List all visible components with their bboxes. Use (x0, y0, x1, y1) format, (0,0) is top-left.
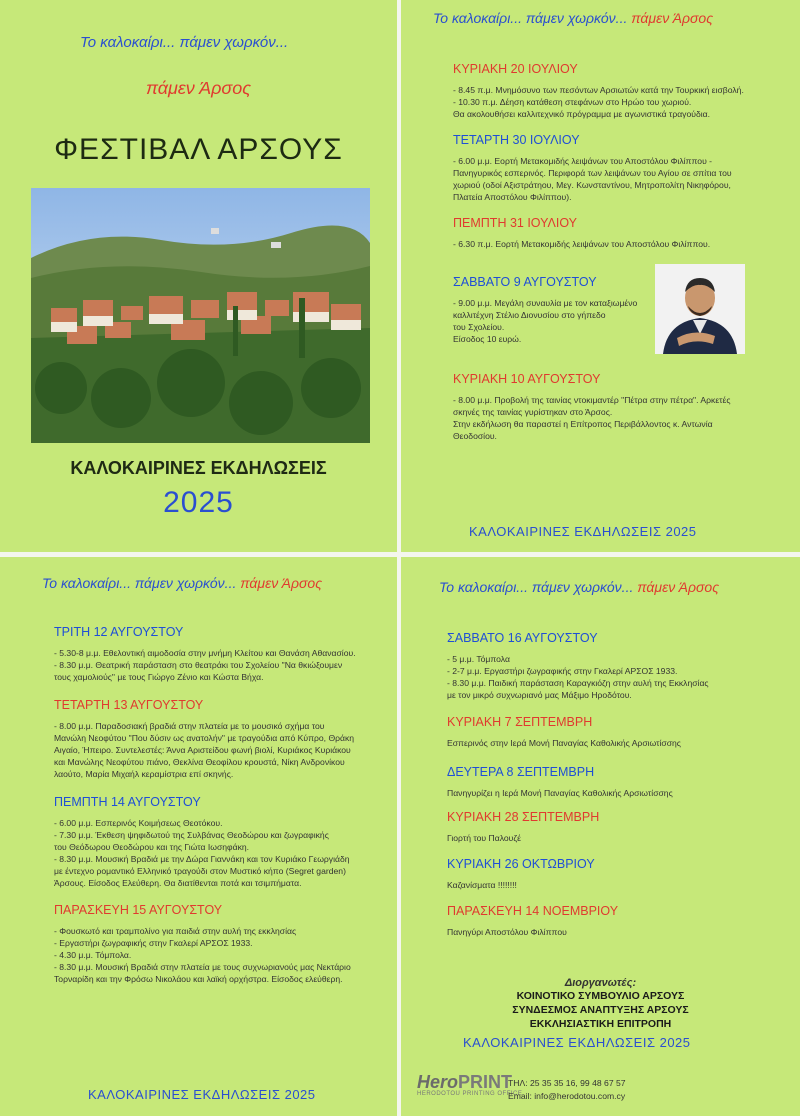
heroprint-logo (417, 1072, 522, 1097)
event-line: και Μανώλης Νεοφύτου πιάνο, Θεκλίνα Θεοφίλου κρουστά, Νίκη Ανδρονίκου (54, 757, 345, 767)
logo-sub: HERODOTOU PRINTING OFFICE (417, 1091, 523, 1097)
event-line: - 8.30 μ.μ. Θεατρική παράσταση στο θεατράκι του Σχολείου "Να θκιώξουμεν (54, 660, 343, 670)
tagline-main: Το καλοκαίρι... πάμεν χωρκόν... (433, 10, 628, 26)
event-line: - 6.00 μ.μ. Εσπερινός Κοιμήσεως Θεοτόκου. (54, 818, 223, 828)
event-line: - 10.30 π.μ. Δέηση κατάθεση στεφάνων στο Ηρώο του χωριού. (453, 97, 692, 107)
page3-footer: ΚΑΛΟΚΑΙΡΙΝΕΣ ΕΚΔΗΛΩΣΕΙΣ 2025 (88, 1087, 316, 1102)
autumn-panel (401, 557, 800, 1116)
tagline-red: πάμεν Άρσος (637, 579, 720, 595)
event-line: - 7.30 μ.μ. Έκθεση ψηφιδωτού της Συλβάνας Θεοδώρου και ζωγραφικής (54, 830, 329, 840)
event-text (447, 737, 787, 749)
event-line: Πανηγύρι Αποστόλου Φιλίππου (447, 927, 567, 937)
organizers-block (401, 977, 800, 1031)
august-panel (0, 557, 397, 1116)
page4-tagline (439, 579, 719, 595)
event-line: - 6.30 π.μ. Εορτή Μετακομιδής λειψάνων του Αποστόλου Φιλίππου. (453, 239, 711, 249)
event-text (447, 926, 787, 938)
july-august-panel (401, 0, 800, 552)
event-block (54, 795, 390, 889)
event-line: - 2-7 μ.μ. Εργαστήρι ζωγραφικής στην Γκαλερί ΑΡΣΟΣ 1933. (447, 666, 678, 676)
event-heading: ΣΑΒΒΑΤΟ 9 ΑΥΓΟΥΣΤΟΥ (453, 275, 597, 289)
event-heading: ΤΡΙΤΗ 12 ΑΥΓΟΥΣΤΟΥ (54, 625, 184, 639)
festival-title: ΦΕΣΤΙΒΑΛ ΑΡΣΟΥΣ (54, 133, 343, 166)
singer-portrait (655, 264, 745, 354)
logo-print: PRINT (458, 1072, 513, 1092)
event-line: Μανώλη Νεοφύτου "Που δύσιν ως ανατολήν" με τραγούδια από Κύπρο, Θράκη (54, 733, 355, 743)
event-heading: ΤΕΤΑΡΤΗ 13 ΑΥΓΟΥΣΤΟΥ (54, 698, 204, 712)
organizer-line: ΚΟΙΝΟΤΙΚΟ ΣΥΜΒΟΥΛΙΟ ΑΡΣΟΥΣ (516, 990, 685, 1002)
printer-contact (508, 1077, 626, 1103)
event-block (54, 698, 390, 780)
organizer-line: ΕΚΚΛΗΣΙΑΣΤΙΚΗ ΕΠΙΤΡΟΠΗ (529, 1018, 672, 1030)
event-line: Είσοδος 10 ευρώ. (453, 334, 522, 344)
page2-tagline (433, 10, 713, 26)
event-line: - 8.30 μ.μ. Μουσική Βραδιά στην πλατεία με τους συχνωριανούς μας Νεκτάριο (54, 962, 351, 972)
event-line: - Φουσκωτό και τραμπολίνο για παιδιά στην αυλή της εκκλησίας (54, 926, 297, 936)
event-heading: ΤΕΤΑΡΤΗ 30 ΙΟΥΛΙΟΥ (453, 133, 580, 147)
cover-panel (0, 0, 397, 552)
event-heading: ΠΑΡΑΣΚΕΥΗ 14 ΝΟΕΜΒΡΙΟΥ (447, 904, 619, 918)
tagline-red: πάμεν Άρσος (631, 10, 714, 26)
event-line: με έντεχνο ρομαντικό Ελληνικό τραγούδι στον Μυστικό κήπο (Segret garden) (54, 866, 346, 876)
printer-phone: ΤΗΛ: 25 35 35 16, 99 48 67 57 (508, 1078, 626, 1088)
event-block (453, 372, 793, 442)
event-line: - 8.30 μ.μ. Παιδική παράσταση Καραγκιόζη στην αυλή της Εκκλησίας (447, 678, 709, 688)
event-block (447, 715, 787, 749)
village-photo (31, 188, 370, 443)
page2-footer: ΚΑΛΟΚΑΙΡΙΝΕΣ ΕΚΔΗΛΩΣΕΙΣ 2025 (469, 524, 697, 539)
event-block (54, 903, 390, 985)
event-line: Εσπερινός στην Ιερά Μονή Παναγίας Καθολικής Αρσιωτίσσης (447, 738, 681, 748)
event-line: - 8.00 μ.μ. Προβολή της ταινίας ντοκιμαντέρ "Πέτρα στην πέτρα". Αρκετές (453, 395, 731, 405)
event-heading: ΠΑΡΑΣΚΕΥΗ 15 ΑΥΓΟΥΣΤΟΥ (54, 903, 223, 917)
event-line: Καζανίσματα !!!!!!!! (447, 880, 517, 890)
event-line: Άρσους. Είσοδος Ελεύθερη. Θα διατίθενται ποτά και τσιμπήματα. (54, 878, 302, 888)
event-heading: ΚΥΡΙΑΚΗ 7 ΣΕΠΤΕΜΒΡΗ (447, 715, 593, 729)
event-line: Θα ακολουθήσει καλλιτεχνικό πρόγραμμα με αγωνιστικά τραγούδια. (453, 109, 711, 119)
tagline-main: Το καλοκαίρι... πάμεν χωρκόν... (42, 575, 237, 591)
event-text (453, 84, 793, 120)
event-text (453, 297, 653, 345)
event-block (447, 904, 787, 938)
event-text (453, 394, 793, 442)
event-text (447, 879, 787, 891)
logo-hero: Hero (417, 1072, 459, 1092)
event-line: καλλιτέχνη Στέλιο Διονυσίου στο γήπεδο (453, 310, 606, 320)
event-line: - 9.00 μ.μ. Μεγάλη συναυλία με τον καταξιωμένο (453, 298, 638, 308)
page4-footer: ΚΑΛΟΚΑΙΡΙΝΕΣ ΕΚΔΗΛΩΣΕΙΣ 2025 (463, 1035, 691, 1050)
event-line: σκηνές της ταινίας γυρίστηκαν στο Άρσος. (453, 407, 613, 417)
event-text (453, 155, 793, 203)
cover-subtitle: πάμεν Άρσος (145, 78, 252, 98)
event-block (453, 216, 793, 250)
event-heading: ΠΕΜΠΤΗ 31 ΙΟΥΛΙΟΥ (453, 216, 577, 230)
event-line: - Εργαστήρι ζωγραφικής στην Γκαλερί ΑΡΣΟΣ 1933. (54, 938, 253, 948)
event-block (453, 275, 653, 345)
event-block (453, 133, 793, 203)
event-block (447, 631, 787, 701)
event-line: - 8.00 μ.μ. Παραδοσιακή βραδιά στην πλατεία με το μουσικό σχήμα του (54, 721, 325, 731)
event-line: - 8.30 μ.μ. Μουσική Βραδιά με την Δώρα Γιαννάκη και τον Κυριάκο Γεωργιάδη (54, 854, 350, 864)
organizer-line: ΣΥΝΔΕΣΜΟΣ ΑΝΑΠΤΥΞΗΣ ΑΡΣΟΥΣ (512, 1004, 689, 1016)
organizers-label: Διοργανωτές: (564, 977, 637, 989)
event-block (54, 625, 390, 683)
event-line: Γιορτή του Παλουζέ (447, 833, 521, 843)
event-text (453, 238, 793, 250)
printer-email[interactable]: Email: info@herodotou.com.cy (508, 1091, 626, 1101)
event-text (447, 653, 787, 701)
event-line: Τορναρίδη και την Φρόσω Νικολάου και λαϊκή ορχήστρα. Είσοδος ελεύθερη. (54, 974, 343, 984)
event-line: - 5 μ.μ. Τόμπολα (447, 654, 510, 664)
event-heading: ΠΕΜΠΤΗ 14 ΑΥΓΟΥΣΤΟΥ (54, 795, 201, 809)
summer-events-label: ΚΑΛΟΚΑΙΡΙΝΕΣ ΕΚΔΗΛΩΣΕΙΣ (70, 458, 327, 478)
event-text (54, 647, 390, 683)
event-text (54, 720, 390, 780)
event-line: - 5.30-8 μ.μ. Εθελοντική αιμοδοσία στην μνήμη Κλείτου και Θανάση Αθανασίου. (54, 648, 356, 658)
event-heading: ΚΥΡΙΑΚΗ 28 ΣΕΠΤΕΜΒΡΗ (447, 810, 600, 824)
event-heading: ΣΑΒΒΑΤΟ 16 ΑΥΓΟΥΣΤΟΥ (447, 631, 598, 645)
event-text (447, 832, 787, 844)
event-heading: ΚΥΡΙΑΚΗ 20 ΙΟΥΛΙΟΥ (453, 62, 578, 76)
event-block (447, 857, 787, 891)
cover-tagline: Το καλοκαίρι... πάμεν χωρκόν... (80, 34, 289, 51)
event-line: - 4.30 μ.μ. Τόμπολα. (54, 950, 132, 960)
event-block (447, 810, 787, 844)
event-line: Πανηγυρίζει η Ιερά Μονή Παναγίας Καθολικής Αρσιωτίσσης (447, 788, 673, 798)
event-line: τους χαμολιούς" με τους Γιώργο Ζένιο και Κώστα Βήχα. (54, 672, 264, 682)
event-heading: ΚΥΡΙΑΚΗ 26 ΟΚΤΩΒΡΙΟΥ (447, 857, 595, 871)
event-line: με τον μικρό συχνωριανό μας Μάξιμο Ηροδότου. (447, 690, 632, 700)
event-line: - 8.45 π.μ. Μνημόσυνο των πεσόντων Αρσιωτών κατά την Τουρκική εισβολή. (453, 85, 744, 95)
tagline-red: πάμεν Άρσος (240, 575, 323, 591)
event-line: Αιγαίο, Ήπειρο. Συντελεστές: Άννα Αριστείδου φωνή βιολί, Κυριάκος Κυριάκου (54, 745, 351, 755)
event-heading: ΚΥΡΙΑΚΗ 10 ΑΥΓΟΥΣΤΟΥ (453, 372, 601, 386)
event-line: Πανηγυρικός εσπερινός. Περιφορά των λειψάνων του Αγίου σε σπίτια του (453, 168, 732, 178)
event-text (54, 817, 390, 889)
event-line: του Θεόδωρου Θεοδώρου και της Γιώτα Ιωσηφάκη. (54, 842, 250, 852)
event-text (447, 787, 787, 799)
event-line: Θεοδοσίου. (453, 431, 497, 441)
tagline-main: Το καλοκαίρι... πάμεν χωρκόν... (439, 579, 634, 595)
event-line: λαούτο, Μαρία Μιχαήλ κεραμίστρια επί σκηνής. (54, 769, 234, 779)
cover-year: 2025 (163, 486, 234, 519)
event-line: χωριού (οδοί Αξιστράτηου, Μεγ. Κωνσταντίνου, Μητροπολίτη Νικηφόρου, (453, 180, 731, 190)
event-line: Στην εκδήλωση θα παραστεί η Επίτροπος Περιβάλλοντος κ. Αντωνία (453, 419, 713, 429)
event-block (447, 765, 787, 799)
page3-tagline (42, 575, 322, 591)
event-text (54, 925, 390, 985)
event-line: Πλατεία Αποστόλου Φιλίππου). (453, 192, 572, 202)
event-block (453, 62, 793, 120)
event-heading: ΔΕΥΤΕΡΑ 8 ΣΕΠΤΕΜΒΡΗ (447, 765, 595, 779)
event-line: - 6.00 μ.μ. Εορτή Μετακομιδής λειψάνων του Αποστόλου Φιλίππου - (453, 156, 713, 166)
event-line: του Σχολείου. (453, 322, 505, 332)
